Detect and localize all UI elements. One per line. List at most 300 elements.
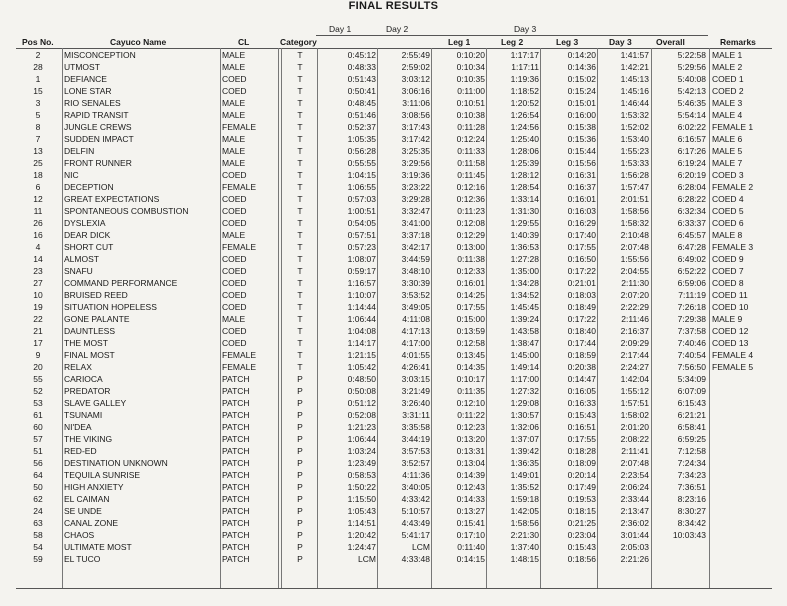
remarks-cell: COED 9 (712, 254, 744, 264)
page-title: FINAL RESULTS (348, 0, 439, 12)
class-cell: PATCH (222, 434, 250, 444)
category-cell: P (297, 374, 303, 384)
class-cell: MALE (222, 98, 246, 108)
header-leg2: Leg 2 (501, 37, 524, 47)
overall-time-cell: 6:52:22 (677, 266, 706, 276)
day3-time-cell: 2:11:46 (621, 314, 649, 324)
table-row (0, 61, 787, 73)
leg1-time-cell: 0:11:58 (457, 158, 485, 168)
position-cell: 11 (33, 206, 43, 216)
category-cell: T (297, 110, 303, 120)
category-cell: T (297, 62, 303, 72)
day1-time-cell: 1:20:42 (347, 530, 376, 540)
day2-time-cell: 3:29:56 (401, 158, 430, 168)
position-cell: 64 (33, 470, 43, 480)
leg3-time-cell: 0:16:29 (567, 218, 596, 228)
leg1-time-cell: 0:15:00 (456, 314, 485, 324)
table-row (0, 361, 787, 373)
cayuco-name-cell: SPONTANEOUS COMBUSTION (64, 206, 189, 216)
class-cell: PATCH (222, 386, 250, 396)
position-cell: 52 (33, 386, 43, 396)
class-cell: FEMALE (222, 242, 257, 252)
overall-time-cell: 7:24:34 (677, 458, 706, 468)
category-cell: T (297, 362, 303, 372)
leg3-time-cell: 0:18:03 (567, 290, 596, 300)
leg3-time-cell: 0:16:51 (567, 422, 596, 432)
table-row (0, 145, 787, 157)
position-cell: 19 (33, 302, 43, 312)
position-cell: 51 (33, 446, 43, 456)
day1-time-cell: 0:45:12 (347, 50, 376, 60)
category-cell: T (297, 146, 303, 156)
cayuco-name-cell: NIC (64, 170, 79, 180)
table-row (0, 253, 787, 265)
day3-time-cell: 1:58:02 (620, 410, 649, 420)
leg1-time-cell: 0:12:58 (456, 338, 485, 348)
remarks-cell: MALE 9 (712, 314, 743, 324)
day1-time-cell: 1:14:17 (347, 338, 376, 348)
header-remarks: Remarks (720, 37, 756, 47)
category-cell: T (297, 314, 303, 324)
day3-time-cell: 2:33:44 (620, 494, 649, 504)
leg1-time-cell: 0:16:01 (456, 278, 485, 288)
day3-time-cell: 2:21:26 (620, 554, 649, 564)
cayuco-name-cell: SITUATION HOPELESS (64, 302, 157, 312)
category-cell: T (297, 350, 303, 360)
day3-time-cell: 2:05:03 (620, 542, 649, 552)
day1-time-cell: 1:15:50 (347, 494, 376, 504)
leg1-time-cell: 0:10:34 (456, 62, 485, 72)
position-cell: 3 (35, 98, 41, 108)
overall-time-cell: 5:29:56 (677, 62, 706, 72)
leg3-time-cell: 0:15:02 (567, 74, 596, 84)
leg2-time-cell: 1:28:12 (510, 170, 539, 180)
category-cell: P (297, 542, 303, 552)
leg2-time-cell: 1:40:39 (510, 230, 539, 240)
leg2-time-cell: 1:43:58 (510, 326, 539, 336)
day2-time-cell: 3:25:35 (401, 146, 430, 156)
header-day3-group: Day 3 (514, 24, 537, 34)
leg2-time-cell: 1:17:17 (510, 50, 539, 60)
leg1-time-cell: 0:11:33 (457, 146, 485, 156)
day1-time-cell: 1:05:42 (347, 362, 376, 372)
day3-time-cell: 2:04:55 (620, 266, 649, 276)
leg1-time-cell: 0:12:08 (456, 218, 485, 228)
table-row (0, 97, 787, 109)
day1-time-cell: 0:51:46 (347, 110, 376, 120)
day1-time-cell: 1:14:44 (347, 302, 376, 312)
day3-time-cell: 2:01:20 (620, 422, 649, 432)
position-cell: 20 (33, 362, 43, 372)
day2-time-cell: 3:32:47 (401, 206, 430, 216)
leg3-time-cell: 0:18:49 (567, 302, 596, 312)
class-cell: MALE (222, 50, 246, 60)
leg3-time-cell: 0:20:14 (567, 470, 596, 480)
leg3-time-cell: 0:18:28 (567, 446, 596, 456)
position-cell: 57 (33, 434, 43, 444)
leg2-time-cell: 1:27:28 (510, 254, 539, 264)
table-row (0, 541, 787, 553)
day2-time-cell: 3:23:22 (401, 182, 430, 192)
leg1-time-cell: 0:14:39 (456, 470, 485, 480)
table-row (0, 85, 787, 97)
overall-time-cell: 7:36:51 (677, 482, 706, 492)
day2-time-cell: 4:33:42 (401, 494, 430, 504)
leg1-time-cell: 0:10:38 (456, 110, 485, 120)
position-cell: 25 (33, 158, 43, 168)
leg1-time-cell: 0:14:25 (456, 290, 485, 300)
leg2-time-cell: 1:37:40 (510, 542, 539, 552)
day2-time-cell: 3:35:58 (401, 422, 430, 432)
day3-time-cell: 2:10:48 (620, 230, 649, 240)
leg1-time-cell: 0:12:23 (456, 422, 485, 432)
leg2-time-cell: 1:34:52 (510, 290, 539, 300)
header-leg1: Leg 1 (448, 37, 471, 47)
position-cell: 53 (33, 398, 43, 408)
class-cell: PATCH (222, 482, 250, 492)
overall-time-cell: 6:02:22 (677, 122, 706, 132)
position-cell: 50 (33, 482, 43, 492)
leg3-time-cell: 0:20:38 (567, 362, 596, 372)
class-cell: MALE (222, 158, 246, 168)
leg3-time-cell: 0:16:31 (567, 170, 596, 180)
leg3-time-cell: 0:15:43 (567, 410, 596, 420)
leg2-time-cell: 1:26:54 (510, 110, 539, 120)
leg3-time-cell: 0:16:01 (567, 194, 596, 204)
category-cell: T (297, 302, 303, 312)
day2-time-cell: 4:01:55 (401, 350, 430, 360)
position-cell: 26 (33, 218, 43, 228)
leg1-time-cell: 0:11:40 (457, 542, 485, 552)
cayuco-name-cell: MISCONCEPTION (64, 50, 136, 60)
class-cell: COED (222, 194, 247, 204)
table-row (0, 205, 787, 217)
leg2-time-cell: 1:31:30 (510, 206, 539, 216)
remarks-cell: COED 12 (712, 326, 749, 336)
category-cell: T (297, 218, 303, 228)
position-cell: 17 (33, 338, 43, 348)
cayuco-name-cell: RELAX (64, 362, 92, 372)
leg1-time-cell: 0:11:45 (457, 170, 485, 180)
header-category: Category (280, 37, 317, 47)
day1-time-cell: 1:06:55 (347, 182, 376, 192)
table-row (0, 325, 787, 337)
leg2-time-cell: 1:24:56 (510, 122, 539, 132)
day2-time-cell: 3:17:43 (401, 122, 430, 132)
leg3-time-cell: 0:17:55 (567, 434, 596, 444)
header-cl: CL (238, 37, 250, 47)
leg2-time-cell: 1:17:00 (510, 374, 539, 384)
table-row (0, 337, 787, 349)
cayuco-name-cell: ALMOST (64, 254, 99, 264)
table-row (0, 301, 787, 313)
leg2-time-cell: 1:59:18 (510, 494, 539, 504)
table-row (0, 505, 787, 517)
day3-time-cell: 2:23:54 (620, 470, 649, 480)
overall-time-cell: 6:21:21 (677, 410, 706, 420)
table-row (0, 421, 787, 433)
category-cell: P (297, 422, 303, 432)
cayuco-name-cell: GREAT EXPECTATIONS (64, 194, 160, 204)
leg1-time-cell: 0:14:35 (456, 362, 485, 372)
category-cell: T (297, 206, 303, 216)
category-cell: T (297, 254, 303, 264)
leg2-time-cell: 1:37:07 (510, 434, 539, 444)
overall-time-cell: 7:40:46 (677, 338, 706, 348)
day1-time-cell: 0:52:08 (347, 410, 376, 420)
day2-time-cell: 4:11:36 (402, 470, 430, 480)
position-cell: 13 (33, 146, 43, 156)
day1-time-cell: 1:24:47 (347, 542, 376, 552)
category-cell: P (297, 458, 303, 468)
leg3-time-cell: 0:23:04 (567, 530, 596, 540)
class-cell: PATCH (222, 542, 250, 552)
class-cell: COED (222, 74, 247, 84)
category-cell: T (297, 122, 303, 132)
leg2-time-cell: 1:18:52 (510, 86, 539, 96)
remarks-cell: COED 4 (712, 194, 744, 204)
category-cell: P (297, 410, 303, 420)
position-cell: 24 (33, 506, 43, 516)
position-cell: 12 (33, 194, 43, 204)
leg2-time-cell: 1:39:42 (510, 446, 539, 456)
table-row (0, 217, 787, 229)
class-cell: MALE (222, 314, 246, 324)
remarks-cell: FEMALE 5 (712, 362, 754, 372)
table-row (0, 265, 787, 277)
overall-time-cell: 8:23:16 (677, 494, 706, 504)
category-cell: T (297, 74, 303, 84)
table-row (0, 493, 787, 505)
leg3-time-cell: 0:17:22 (567, 266, 596, 276)
day3-time-cell: 2:07:48 (620, 242, 649, 252)
remarks-cell: MALE 7 (712, 158, 743, 168)
day2-time-cell: 3:19:36 (401, 170, 430, 180)
position-cell: 15 (33, 86, 43, 96)
leg3-time-cell: 0:16:05 (567, 386, 596, 396)
day2-time-cell: 3:44:19 (401, 434, 430, 444)
leg3-time-cell: 0:21:01 (567, 278, 596, 288)
cayuco-name-cell: RIO SENALES (64, 98, 121, 108)
class-cell: FEMALE (222, 182, 257, 192)
day3-time-cell: 1:42:04 (620, 374, 649, 384)
category-cell: P (297, 494, 303, 504)
day1-time-cell: LCM (358, 554, 376, 564)
header-cayuco-name: Cayuco Name (110, 37, 167, 47)
leg3-time-cell: 0:18:40 (567, 326, 596, 336)
overall-time-cell: 6:16:57 (677, 134, 706, 144)
leg1-time-cell: 0:12:24 (456, 134, 485, 144)
cayuco-name-cell: CARIOCA (64, 374, 103, 384)
class-cell: COED (222, 290, 247, 300)
class-cell: PATCH (222, 554, 250, 564)
remarks-cell: COED 13 (712, 338, 749, 348)
leg3-time-cell: 0:15:36 (567, 134, 596, 144)
day2-time-cell: 3:30:39 (401, 278, 430, 288)
leg2-time-cell: 1:29:55 (510, 218, 539, 228)
cayuco-name-cell: ULTIMATE MOST (64, 542, 132, 552)
leg1-time-cell: 0:15:41 (456, 518, 485, 528)
table-row (0, 49, 787, 61)
category-cell: T (297, 86, 303, 96)
day3-time-cell: 2:01:51 (620, 194, 649, 204)
position-cell: 8 (35, 122, 41, 132)
day2-time-cell: 2:55:49 (401, 50, 430, 60)
header-top-rule (316, 35, 708, 36)
day2-time-cell: 4:17:00 (401, 338, 430, 348)
remarks-cell: COED 8 (712, 278, 744, 288)
day2-time-cell: 3:57:53 (401, 446, 430, 456)
table-row (0, 397, 787, 409)
position-cell: 27 (33, 278, 43, 288)
class-cell: PATCH (222, 494, 250, 504)
leg2-time-cell: 1:25:39 (510, 158, 539, 168)
overall-time-cell: 7:40:54 (677, 350, 706, 360)
leg2-time-cell: 1:35:00 (510, 266, 539, 276)
position-cell: 6 (35, 182, 41, 192)
overall-time-cell: 6:20:19 (677, 170, 706, 180)
day2-time-cell: 4:33:48 (401, 554, 430, 564)
leg3-time-cell: 0:17:22 (567, 314, 596, 324)
day3-time-cell: 1:57:47 (620, 182, 649, 192)
leg1-time-cell: 0:11:22 (457, 410, 485, 420)
day2-time-cell: 3:37:18 (401, 230, 430, 240)
leg2-time-cell: 1:58:56 (510, 518, 539, 528)
remarks-cell: MALE 4 (712, 110, 743, 120)
day3-time-cell: 2:07:48 (620, 458, 649, 468)
cayuco-name-cell: FINAL MOST (64, 350, 115, 360)
table-row (0, 109, 787, 121)
cayuco-name-cell: DEFIANCE (64, 74, 107, 84)
header-pos-no: Pos No. (22, 37, 54, 47)
position-cell: 28 (33, 62, 43, 72)
table-row (0, 133, 787, 145)
remarks-cell: FEMALE 2 (712, 182, 754, 192)
cayuco-name-cell: EL TUCO (64, 554, 101, 564)
leg2-time-cell: 1:28:06 (510, 146, 539, 156)
remarks-cell: MALE 3 (712, 98, 743, 108)
table-row (0, 313, 787, 325)
cayuco-name-cell: GONE PALANTE (64, 314, 130, 324)
overall-time-cell: 6:17:26 (677, 146, 706, 156)
table-row (0, 529, 787, 541)
category-cell: P (297, 506, 303, 516)
leg1-time-cell: 0:10:17 (456, 374, 485, 384)
cayuco-name-cell: NI'DEA (64, 422, 92, 432)
class-cell: FEMALE (222, 122, 257, 132)
leg2-time-cell: 1:19:36 (510, 74, 539, 84)
leg1-time-cell: 0:13:59 (456, 326, 485, 336)
category-cell: T (297, 242, 303, 252)
table-row (0, 121, 787, 133)
overall-time-cell: 6:45:57 (677, 230, 706, 240)
overall-time-cell: 6:19:24 (677, 158, 706, 168)
leg1-time-cell: 0:10:20 (456, 50, 485, 60)
leg1-time-cell: 0:10:51 (456, 98, 485, 108)
position-cell: 59 (33, 554, 43, 564)
day2-time-cell: 3:26:40 (401, 398, 430, 408)
day3-time-cell: 2:11:41 (621, 446, 649, 456)
table-row (0, 457, 787, 469)
day2-time-cell: 3:44:59 (401, 254, 430, 264)
leg3-time-cell: 0:18:56 (567, 554, 596, 564)
cayuco-name-cell: DAUNTLESS (64, 326, 116, 336)
category-cell: T (297, 98, 303, 108)
table-row (0, 433, 787, 445)
overall-time-cell: 6:32:34 (677, 206, 706, 216)
table-bottom-rule (16, 588, 772, 589)
leg3-time-cell: 0:16:33 (567, 398, 596, 408)
day2-time-cell: 3:21:49 (401, 386, 430, 396)
leg3-time-cell: 0:17:49 (567, 482, 596, 492)
leg3-time-cell: 0:15:43 (567, 542, 596, 552)
day2-time-cell: 5:41:17 (401, 530, 430, 540)
leg3-time-cell: 0:18:59 (567, 350, 596, 360)
category-cell: T (297, 134, 303, 144)
position-cell: 18 (33, 170, 43, 180)
class-cell: COED (222, 86, 247, 96)
cayuco-name-cell: PREDATOR (64, 386, 111, 396)
category-cell: T (297, 158, 303, 168)
day1-time-cell: 1:08:07 (347, 254, 376, 264)
day1-time-cell: 0:52:37 (347, 122, 376, 132)
day1-time-cell: 1:05:43 (347, 506, 376, 516)
overall-time-cell: 6:15:43 (677, 398, 706, 408)
category-cell: T (297, 182, 303, 192)
leg1-time-cell: 0:12:16 (456, 182, 485, 192)
leg3-time-cell: 0:15:44 (567, 146, 596, 156)
cayuco-name-cell: TSUNAMI (64, 410, 103, 420)
cayuco-name-cell: COMMAND PERFORMANCE (64, 278, 178, 288)
leg1-time-cell: 0:12:33 (456, 266, 485, 276)
leg3-time-cell: 0:15:38 (567, 122, 596, 132)
leg3-time-cell: 0:16:00 (567, 110, 596, 120)
position-cell: 60 (33, 422, 43, 432)
overall-time-cell: 7:26:18 (677, 302, 706, 312)
day3-time-cell: 1:42:21 (620, 62, 649, 72)
leg1-time-cell: 0:12:29 (456, 230, 485, 240)
day3-time-cell: 1:55:12 (620, 386, 649, 396)
day2-time-cell: 3:17:42 (401, 134, 430, 144)
day2-time-cell: 5:10:57 (401, 506, 430, 516)
day1-time-cell: 1:06:44 (347, 314, 376, 324)
leg1-time-cell: 0:12:10 (456, 398, 485, 408)
day3-time-cell: 1:56:28 (620, 170, 649, 180)
leg2-time-cell: 1:49:01 (510, 470, 539, 480)
day1-time-cell: 0:57:03 (347, 194, 376, 204)
leg3-time-cell: 0:18:15 (567, 506, 596, 516)
class-cell: MALE (222, 230, 246, 240)
category-cell: T (297, 290, 303, 300)
cayuco-name-cell: CANAL ZONE (64, 518, 119, 528)
table-row (0, 469, 787, 481)
class-cell: COED (222, 338, 247, 348)
overall-time-cell: 7:34:23 (677, 470, 706, 480)
cayuco-name-cell: DYSLEXIA (64, 218, 106, 228)
overall-time-cell: 6:28:22 (677, 194, 706, 204)
position-cell: 56 (33, 458, 43, 468)
class-cell: PATCH (222, 398, 250, 408)
leg1-time-cell: 0:12:43 (456, 482, 485, 492)
leg2-time-cell: 1:45:00 (510, 350, 539, 360)
category-cell: P (297, 554, 303, 564)
cayuco-name-cell: SHORT CUT (64, 242, 114, 252)
leg3-time-cell: 0:17:44 (567, 338, 596, 348)
cayuco-name-cell: THE VIKING (64, 434, 113, 444)
day1-time-cell: 1:04:08 (347, 326, 376, 336)
position-cell: 21 (33, 326, 43, 336)
class-cell: COED (222, 218, 247, 228)
